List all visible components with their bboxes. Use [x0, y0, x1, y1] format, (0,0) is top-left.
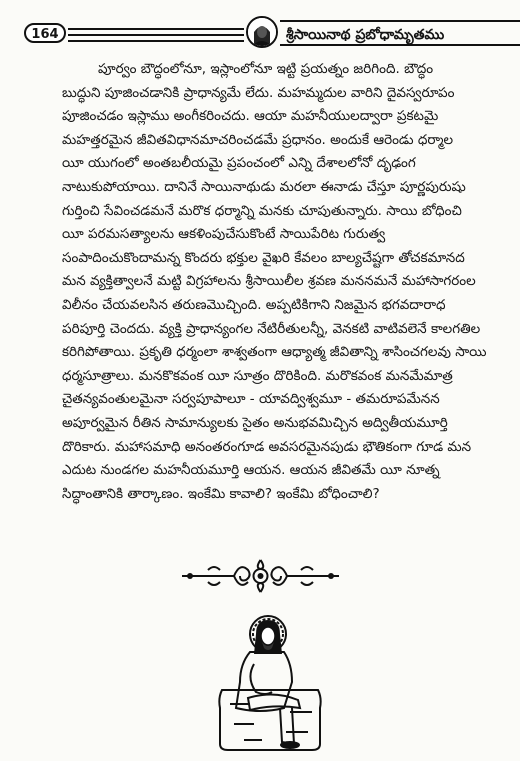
text-line: పూర్వం బౌద్ధంలోనూ, ఇస్లాంలోనూ ఇట్టి ప్రయత్నం జరిగింది. బౌద్ధం [98, 61, 434, 77]
text-line: ఎదుట నుండగల మహనీయమూర్తి ఆయన. ఆయన జీవితమే యీ నూత్న [62, 462, 440, 479]
seated-sai-baba-illustration [200, 612, 340, 752]
text-line: యీ యుగంలో అంతబలీయమై ప్రపంచంలో ఎన్ని దేశాలలోనో దృఢంగ [62, 155, 416, 172]
text-line: మహత్తరమైన జీవితవిధానమాచరించడమే ప్రధానం. అందుకే ఆరెండు ధర్మాల [62, 131, 454, 148]
sai-baba-portrait-icon [246, 16, 278, 48]
text-line: పూజించడం ఇస్లాము అంగీకరించదు. ఆయా మహనీయులద్వారా ప్రకటమై [62, 108, 439, 125]
text-line: దొరికారు. మహాసమాధి అనంతరంగూడ అవసరమైనపుడు భౌతికంగా గూడ మన [62, 438, 472, 455]
text-line: చైతన్యవంతులమైనా సర్వపూపాలూ - యావద్విశ్వమూ - తమరూపమేనన [62, 391, 440, 408]
header-rule [68, 40, 244, 42]
text-line: ధర్మసూత్రాలు. మనకొకవంక యీ సూత్రం దొరికింది. మరొకవంక మనమేమాత్ర [62, 367, 453, 384]
text-line: నాటుకుపోయాయి. దానినే సాయినాథుడు మరలా ఈనాడు చేస్తూ పూర్ణపురుషు [62, 178, 466, 195]
text-line: యీ పరమసత్యాలను ఆకళింపుచేసుకొంటే సాయిపేరిట గురుత్వ [62, 226, 386, 243]
text-line: బుద్ధుని పూజించడానికి ప్రాధాన్యమే లేదు. మహమ్మదుల వారిని దైవస్వరూపం [62, 84, 455, 101]
body-text [62, 58, 520, 506]
text-line: పరిపూర్తి చెందదు. వ్యక్తి ప్రాధాన్యంగల నేటిరీతులన్నీ, వెనకటి వాటివలెనే కాలగతిల [62, 320, 481, 337]
header-rule [68, 28, 244, 30]
text-line: సంపాదించుకొందామన్న కొందరు భక్తుల వైఖరి కేవలం బాల్యచేష్టగా తోచకమానద [62, 249, 465, 266]
text-line: విలీనం చేయవలసిన తరుణమొచ్చింది. అప్పటికిగాని నిజమైన భగవదారాధ [62, 296, 446, 313]
floral-ornament-icon [178, 556, 343, 596]
text-line: సిద్ధాంతానికి తార్కాణం. ఇంకేమి కావాలి? ఇంకేమి బోధించాలి? [62, 485, 380, 502]
text-line: కరిగిపోతాయి. ప్రకృతి ధర్మంలా శాశ్వతంగా ఆధ్యాత్మ జీవితాన్ని శాసించగలవు సాయి [62, 344, 487, 361]
page-header [0, 0, 520, 50]
page-number: 164 [24, 23, 66, 43]
text-line: గుర్తించి సేవించడమనే మరొక ధర్మాన్ని మనకు చూపుతున్నారు. సాయి బోధించి [62, 202, 462, 219]
text-line: అపూర్వమైన రీతిన సామాన్యులకు సైతం అనుభవమిచ్చిన అద్వితీయమూర్తి [62, 414, 448, 431]
text-line: మన వ్యక్తిత్వాలనే మట్టి విగ్రహాలను శ్రీసాయిలీల శ్రవణ మననమనే మహాసాగరంల [62, 273, 476, 290]
header-rule [68, 34, 244, 36]
book-title: శ్రీసాయినాథ ప్రబోధామృతము [280, 20, 520, 46]
